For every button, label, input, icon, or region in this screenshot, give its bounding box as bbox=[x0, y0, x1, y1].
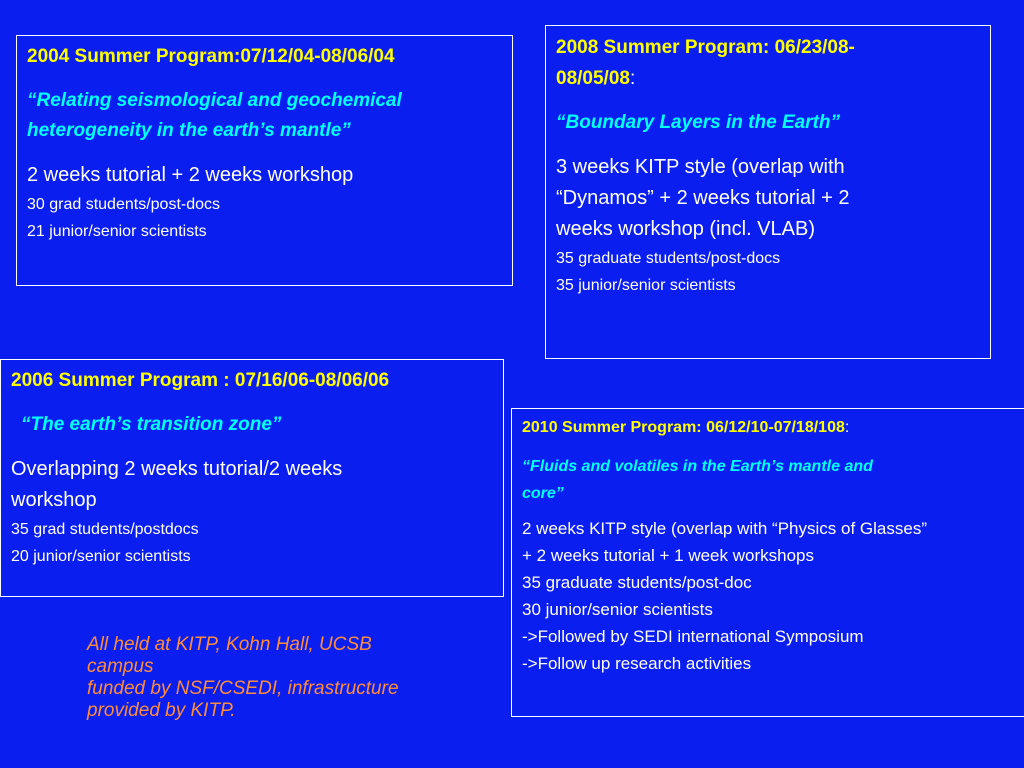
program-2010-format-line2: + 2 weeks tutorial + 1 week workshops bbox=[522, 546, 814, 565]
program-2008-title-line2: 08/05/08 bbox=[556, 68, 630, 89]
program-2008-title-colon: : bbox=[629, 68, 636, 89]
program-2004-theme-line1: “Relating seismological and geochemical bbox=[27, 90, 402, 111]
program-2010-title-colon: : bbox=[844, 419, 850, 436]
program-2004-box bbox=[16, 35, 513, 286]
program-2004-title: 2004 Summer Program:07/12/04-08/06/04 bbox=[27, 46, 395, 67]
program-2008-scientists: 35 junior/senior scientists bbox=[556, 277, 736, 294]
program-2010-students: 35 graduate students/post-doc bbox=[522, 573, 752, 592]
program-2004-scientists: 21 junior/senior scientists bbox=[27, 223, 207, 240]
program-2004-students: 30 grad students/post-docs bbox=[27, 196, 221, 213]
program-2006-format-line1: Overlapping 2 weeks tutorial/2 weeks bbox=[11, 458, 343, 480]
program-2010-format-line1: 2 weeks KITP style (overlap with “Physics of Glasses” bbox=[522, 519, 927, 538]
program-2010-theme-line1: “Fluids and volatiles in the Earth’s mantle and bbox=[522, 458, 873, 475]
program-2010-box bbox=[511, 408, 1024, 717]
program-2010-title: 2010 Summer Program: 06/12/10-07/18/108 bbox=[522, 419, 845, 436]
program-2008-format-line2: “Dynamos” + 2 weeks tutorial + 2 bbox=[556, 187, 850, 209]
program-2006-students: 35 grad students/postdocs bbox=[11, 521, 199, 538]
footer-note bbox=[87, 634, 507, 722]
footer-line2: campus bbox=[87, 656, 154, 677]
program-2006-theme: “The earth’s transition zone” bbox=[21, 414, 282, 435]
program-2006-scientists: 20 junior/senior scientists bbox=[11, 548, 191, 565]
program-2010-followup2: ->Follow up research activities bbox=[522, 654, 752, 673]
program-2010-followup1: ->Followed by SEDI international Symposium bbox=[522, 627, 864, 646]
program-2006-format-line2: workshop bbox=[11, 489, 97, 511]
program-2004-theme-line2: heterogeneity in the earth’s mantle” bbox=[27, 120, 351, 141]
footer-line1: All held at KITP, Kohn Hall, UCSB bbox=[87, 634, 372, 655]
program-2010-scientists: 30 junior/senior scientists bbox=[522, 600, 713, 619]
program-2010-theme-line2: core” bbox=[522, 485, 564, 502]
program-2008-format-line1: 3 weeks KITP style (overlap with bbox=[556, 156, 845, 178]
program-2008-box bbox=[545, 25, 991, 359]
program-2008-theme: “Boundary Layers in the Earth” bbox=[556, 112, 841, 133]
program-2006-box bbox=[0, 359, 504, 597]
program-2008-format-line3: weeks workshop (incl. VLAB) bbox=[556, 218, 815, 240]
footer-line3: funded by NSF/CSEDI, infrastructure bbox=[87, 678, 399, 699]
program-2008-students: 35 graduate students/post-docs bbox=[556, 250, 781, 267]
program-2004-format: 2 weeks tutorial + 2 weeks workshop bbox=[27, 164, 354, 186]
program-2008-title-line1: 2008 Summer Program: 06/23/08- bbox=[556, 37, 855, 58]
program-2006-title: 2006 Summer Program : 07/16/06-08/06/06 bbox=[11, 370, 390, 391]
footer-line4: provided by KITP. bbox=[87, 700, 236, 721]
